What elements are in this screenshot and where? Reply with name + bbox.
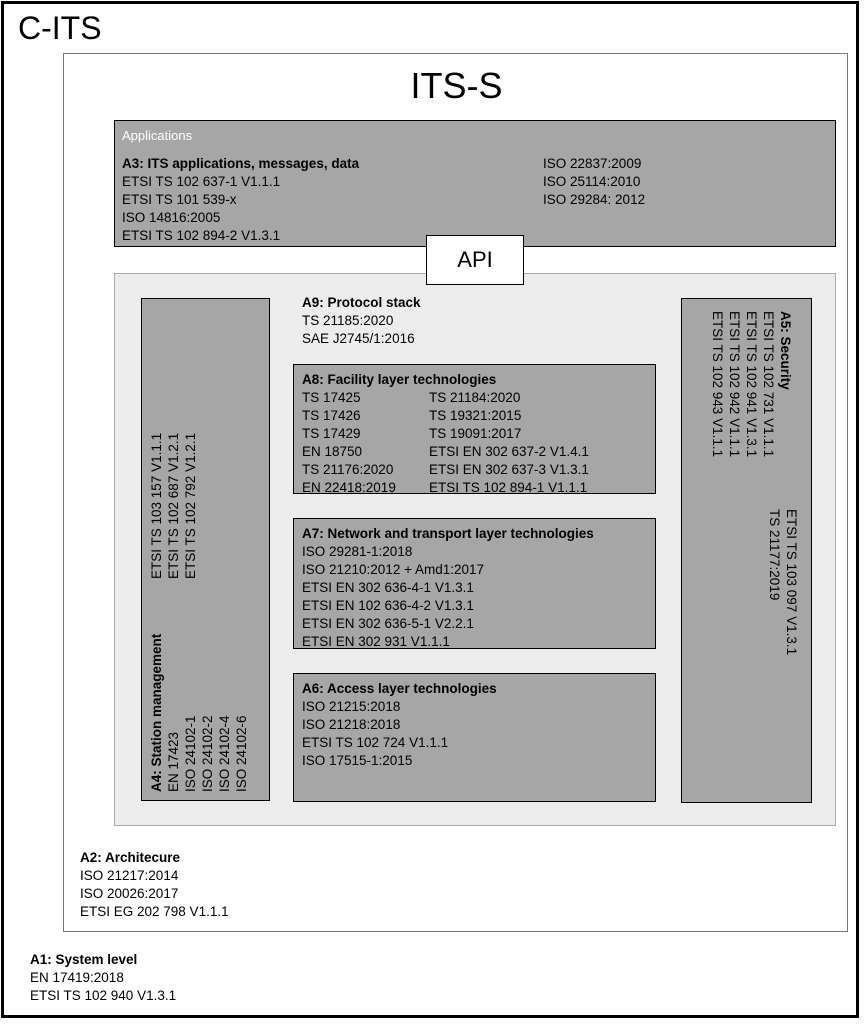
a4-title: A4: Station management — [149, 633, 164, 792]
a7-content — [302, 525, 594, 651]
a9-item: TS 21185:2020 — [302, 313, 394, 328]
a4-upper-item: ETSI TS 103 157 V1.1.1 — [149, 432, 164, 579]
a6-item: ISO 21218:2018 — [302, 717, 401, 732]
a5-title: A5: Security — [778, 311, 793, 390]
a2-architecture — [80, 849, 229, 921]
a2-item: ISO 21217:2014 — [80, 868, 179, 883]
a7-item: ETSI EN 302 636-5-1 V2.2.1 — [302, 616, 474, 631]
a8-item: TS 19091:2017 — [429, 426, 522, 441]
applications-box — [114, 120, 836, 247]
a4-upper-block — [148, 433, 199, 579]
a6-title: A6: Access layer technologies — [302, 681, 497, 696]
a7-item: ETSI EN 302 636-4-1 V1.3.1 — [302, 580, 474, 595]
a4-item: ISO 24102-6 — [234, 715, 249, 792]
a6-content — [302, 680, 497, 770]
a1-title: A1: System level — [30, 952, 138, 967]
a4-item: ISO 24102-4 — [217, 715, 232, 792]
a7-item: ETSI EN 102 636-4-2 V1.3.1 — [302, 598, 474, 613]
a5-item: ETSI TS 102 943 V1.1.1 — [710, 311, 725, 458]
a7-item: ETSI EN 302 931 V1.1.1 — [302, 634, 450, 649]
a3-right-column — [543, 155, 645, 209]
a6-access-box — [293, 673, 656, 802]
a3-item: ISO 25114:2010 — [543, 174, 641, 189]
a1-system-level — [30, 951, 176, 1005]
a8-right-column — [429, 389, 589, 497]
its-s-title: ITS-S — [410, 65, 503, 106]
a4-station-management-box — [141, 298, 270, 801]
a6-item: ISO 17515-1:2015 — [302, 753, 413, 768]
a8-facility-box — [293, 364, 656, 494]
a9-protocol-stack — [302, 294, 421, 348]
a9-title: A9: Protocol stack — [302, 295, 421, 310]
a9-item: SAE J2745/1:2016 — [302, 331, 415, 346]
a8-content — [302, 371, 589, 497]
a5-lower-item: TS 21177:2019 — [767, 509, 782, 601]
a1-item: EN 17419:2018 — [30, 970, 124, 985]
a3-item: ETSI TS 102 894-2 V1.3.1 — [122, 228, 281, 243]
c-its-title: C-ITS — [18, 10, 102, 46]
a5-item: ETSI TS 102 942 V1.1.1 — [727, 311, 742, 458]
a5-item: ETSI TS 102 941 V1.3.1 — [744, 311, 759, 458]
a4-upper-item: ETSI TS 102 792 V1.2.1 — [183, 432, 198, 579]
a4-upper-item: ETSI TS 102 687 V1.2.1 — [166, 432, 181, 579]
a2-item: ETSI EG 202 798 V1.1.1 — [80, 904, 229, 919]
a7-title: A7: Network and transport layer technologies — [302, 526, 594, 541]
a3-title: A3: ITS applications, messages, data — [122, 156, 360, 171]
a5-lower-block — [766, 509, 800, 655]
a7-network-box — [293, 518, 656, 649]
a2-title: A2: Architecure — [80, 850, 181, 865]
a2-item: ISO 20026:2017 — [80, 886, 179, 901]
a4-item: ISO 24102-2 — [200, 715, 215, 792]
a8-item: TS 19321:2015 — [429, 408, 522, 423]
a8-title: A8: Facility layer technologies — [302, 372, 497, 387]
a3-item: ISO 29284: 2012 — [543, 192, 646, 207]
a3-left-column — [122, 155, 359, 245]
a8-item: ETSI EN 302 637-3 V1.3.1 — [429, 462, 589, 477]
a3-item: ISO 14816:2005 — [122, 210, 221, 225]
a5-upper-block — [709, 311, 794, 457]
a6-item: ISO 21215:2018 — [302, 699, 401, 714]
a4-item: EN 17423 — [166, 731, 181, 792]
a8-item: EN 18750 — [302, 444, 363, 459]
a8-item: TS 21176:2020 — [302, 462, 394, 477]
a8-item: TS 17425 — [302, 390, 361, 405]
a7-item: ISO 29281-1:2018 — [302, 544, 413, 559]
a4-lower-block — [148, 634, 250, 792]
a8-item: TS 21184:2020 — [429, 390, 521, 405]
a8-item: EN 22418:2019 — [302, 480, 396, 495]
a3-item: ETSI TS 101 539-x — [122, 192, 237, 207]
applications-label: Applications — [122, 128, 193, 143]
a8-item: TS 17426 — [302, 408, 361, 423]
a8-item: ETSI TS 102 894-1 V1.1.1 — [429, 480, 588, 495]
a3-item: ETSI TS 102 637-1 V1.1.1 — [122, 174, 281, 189]
a8-item: ETSI EN 302 637-2 V1.4.1 — [429, 444, 589, 459]
a7-item: ISO 21210:2012 + Amd1:2017 — [302, 562, 485, 577]
a4-item: ISO 24102-1 — [183, 715, 198, 792]
a3-item: ISO 22837:2009 — [543, 156, 642, 171]
a1-item: ETSI TS 102 940 V1.3.1 — [30, 988, 177, 1003]
a5-lower-item: ETSI TS 103 097 V1.3.1 — [784, 509, 799, 656]
a8-item: TS 17429 — [302, 426, 361, 441]
a6-item: ETSI TS 102 724 V1.1.1 — [302, 735, 449, 750]
a8-left-column — [302, 389, 429, 497]
a5-item: ETSI TS 102 731 V1.1.1 — [761, 311, 776, 458]
api-box: API — [426, 235, 524, 285]
a5-security-box — [681, 298, 812, 803]
